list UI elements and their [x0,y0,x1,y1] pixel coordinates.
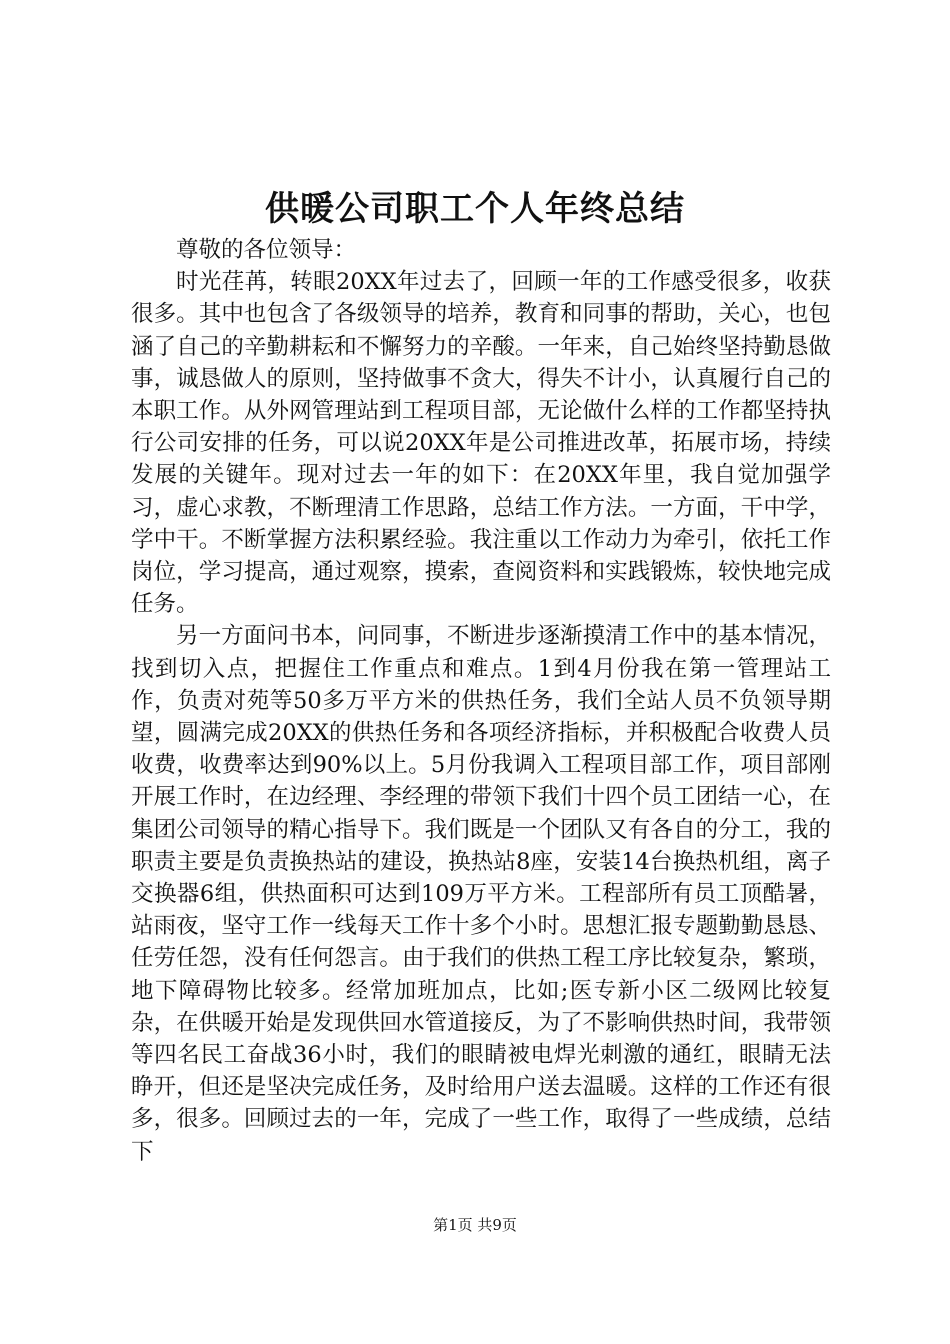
document-body [131,234,831,1168]
page-number: 第1页 共9页 [433,1216,517,1234]
paragraph-1: 时光荏苒，转眼20XX年过去了，回顾一年的工作感受很多，收获很多。其中也包含了各级领导的培养，教育和同事的帮助，关心，也包涵了自己的辛勤耕耘和不懈努力的辛酸。一年来，自己始终坚持勤恳做事，诚恳做人的原则，坚持做事不贪大，得失不计小，认真履行自己的本职工作。从外网管理站到工程项目部，无论做什么样的工作都坚持执行公司安排的任务，可以说20XX年是公司推进改革，拓展市场，持续发展的关键年。现对过去一年的如下：在20XX年里，我自觉加强学习，虚心求教，不断理清工作思路，总结工作方法。一方面，干中学，学中干。不断掌握方法积累经验。我注重以工作动力为牵引，依托工作岗位，学习提高，通过观察，摸索，查阅资料和实践锻炼，较快地完成任务。 [131,269,831,618]
document-title: 供暖公司职工个人年终总结 [265,189,685,229]
greeting: 尊敬的各位领导： [176,237,357,263]
paragraph-2: 另一方面问书本，问同事，不断进步逐渐摸清工作中的基本情况，找到切入点，把握住工作重点和难点。1到4月份我在第一管理站工作，负责对苑等50多万平方米的供热任务，我们全站人员不负领导期望，圆满完成20XX的供热任务和各项经济指标，并积极配合收费人员收费，收费率达到90%以上。5月份我调入工程项目部工作，项目部刚开展工作时，在边经理、李经理的带领下我们十四个员工团结一心，在集团公司领导的精心指导下。我们既是一个团队又有各自的分工，我的职责主要是负责换热站的建设，换热站8座，安装14台换热机组，离子交换器6组，供热面积可达到109万平方米。工程部所有员工顶酷暑，站雨夜，坚守工作一线每天工作十多个小时。思想汇报专题勤勤恳恳、任劳任怨，没有任何怨言。由于我们的供热工程工序比较复杂，繁琐，地下障碍物比较多。经常加班加点，比如;医专新小区二级网比较复杂，在供暖开始是发现供回水管道接反，为了不影响供热时间，我带领等四名民工奋战36小时，我们的眼睛被电焊光刺激的通红，眼睛无法睁开，但还是坚决完成任务，及时给用户送去温暖。这样的工作还有很多，很多。回顾过去的一年，完成了一些工作，取得了一些成绩，总结下 [131,623,831,1165]
